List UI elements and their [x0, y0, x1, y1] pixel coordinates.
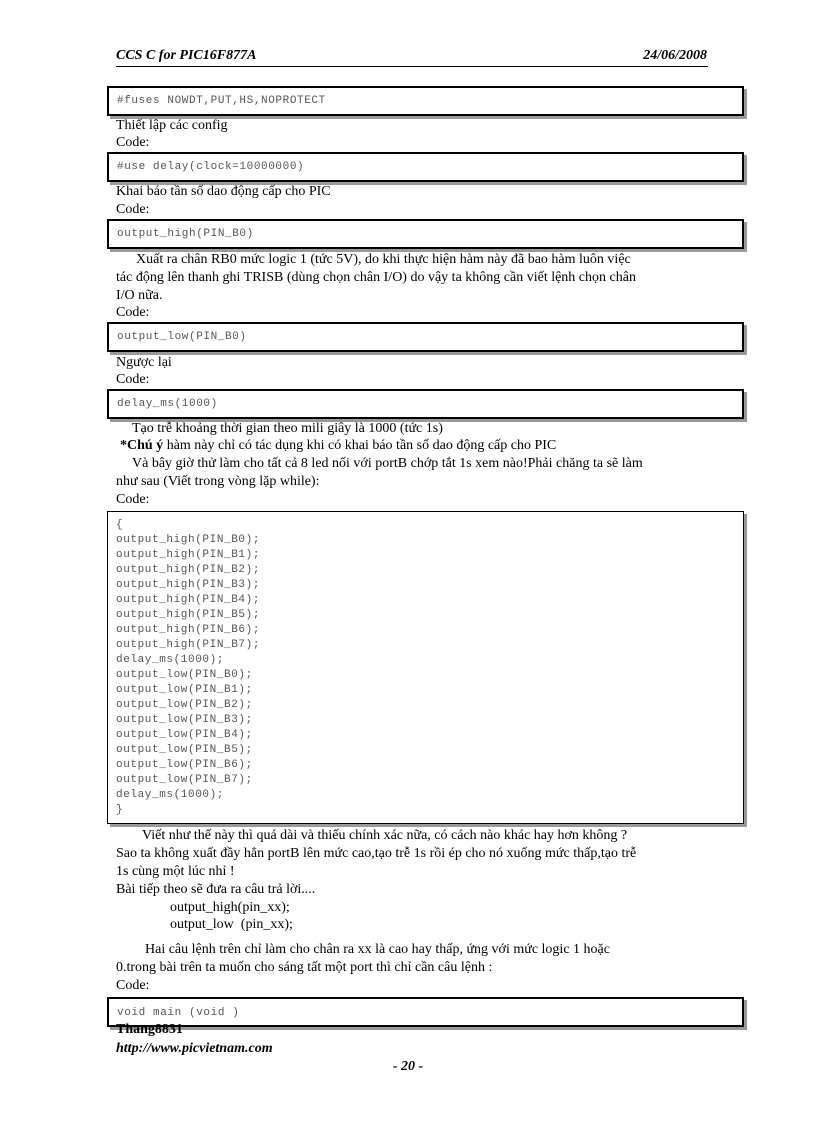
footer-url: http://www.picvietnam.com [116, 1041, 273, 1056]
code-label: Code: [116, 978, 150, 993]
code-box-delay-ms [107, 389, 744, 419]
paragraph: Viết như thế này thì quá dài và thiếu chính xác nữa, có cách nào khác hay hơn không ? [142, 828, 628, 843]
code-line: output_high(PIN_B2); [116, 564, 261, 576]
code-line: delay_ms(1000); [116, 789, 225, 801]
code-line: output_high(PIN_B7); [116, 639, 261, 651]
code-line: delay_ms(1000); [116, 654, 225, 666]
paragraph: tác động lên thanh ghi TRISB (dùng chọn chân I/O) do vậy ta không cần viết lệnh chọn chân [116, 270, 636, 285]
code-box-output-low [107, 322, 744, 352]
page-number: - 20 - [392, 1059, 424, 1074]
code-line: output_high(PIN_B4); [116, 594, 261, 606]
code-line: { [116, 519, 124, 531]
code-line: output_low(PIN_B7); [116, 774, 253, 786]
paragraph: Xuất ra chân RB0 mức logic 1 (tức 5V), do khi thực hiện hàm này đã bao hàm luôn việc [136, 252, 631, 267]
code-line: output_high(PIN_B5); [116, 609, 261, 621]
paragraph: Hai câu lệnh trên chỉ làm cho chân ra xx là cao hay thấp, ứng với mức logic 1 hoặc [145, 942, 610, 957]
code-box-fuses [107, 86, 744, 116]
code-text: void main (void ) [117, 1007, 240, 1019]
code-label: Code: [116, 202, 150, 217]
code-text: #fuses NOWDT,PUT,HS,NOPROTECT [117, 95, 326, 107]
code-box-main [107, 997, 744, 1027]
code-label: Code: [116, 372, 150, 387]
code-text: output_low(PIN_B0) [117, 331, 247, 343]
code-line: output_low(PIN_B6); [116, 759, 253, 771]
code-box-delay-use [107, 152, 744, 182]
paragraph: Ngược lại [116, 355, 172, 370]
paragraph: output_high(pin_xx); [170, 900, 290, 915]
code-box-blink-loop [107, 511, 744, 824]
code-text: delay_ms(1000) [117, 398, 218, 410]
header-date: 24/06/2008 [643, 48, 707, 63]
paragraph: 1s cùng một lúc nhỉ ! [116, 864, 235, 879]
code-line: output_low(PIN_B1); [116, 684, 253, 696]
paragraph: I/O nữa. [116, 288, 163, 303]
code-label: Code: [116, 492, 150, 507]
paragraph: Sao ta không xuất đầy hẳn portB lên mức cao,tạo trễ 1s rồi ép cho nó xuống mức thấp,tạo trễ [116, 846, 637, 861]
footer-author: Thang8831 [116, 1022, 183, 1037]
code-line: output_low(PIN_B2); [116, 699, 253, 711]
paragraph: Bài tiếp theo sẽ đưa ra câu trả lời.... [116, 882, 316, 897]
code-line: output_low(PIN_B3); [116, 714, 253, 726]
note [120, 437, 556, 454]
paragraph: output_low (pin_xx); [170, 917, 293, 932]
code-label: Code: [116, 305, 150, 320]
code-box-output-high [107, 219, 744, 249]
header-title: CCS C for PIC16F877A [116, 48, 257, 63]
code-line: output_low(PIN_B5); [116, 744, 253, 756]
paragraph: Và bây giờ thử làm cho tất cả 8 led nối với portB chớp tắt 1s xem nào!Phải chăng ta sẽ làm [132, 456, 643, 471]
code-line: output_high(PIN_B0); [116, 534, 261, 546]
paragraph: Thiết lập các config [116, 118, 228, 133]
code-line: output_low(PIN_B4); [116, 729, 253, 741]
code-line: } [116, 804, 124, 816]
note-text: hàm này chỉ có tác dụng khi có khai báo tần số dao động cấp cho PIC [163, 438, 557, 453]
paragraph: Khai báo tần số dao động cấp cho PIC [116, 184, 331, 199]
page-header [116, 48, 707, 66]
paragraph: như sau (Viết trong vòng lặp while): [116, 474, 320, 489]
note-bold: *Chú ý [120, 438, 164, 453]
code-line: output_low(PIN_B0); [116, 669, 253, 681]
header-rule [116, 66, 708, 67]
paragraph: 0.trong bài trên ta muốn cho sáng tất một port thì chỉ cần câu lệnh : [116, 960, 493, 975]
code-text: #use delay(clock=10000000) [117, 161, 305, 173]
code-line: output_high(PIN_B6); [116, 624, 261, 636]
code-label: Code: [116, 135, 150, 150]
code-line: output_high(PIN_B1); [116, 549, 261, 561]
code-line: output_high(PIN_B3); [116, 579, 261, 591]
paragraph: Tạo trễ khoảng thời gian theo mili giây là 1000 (tức 1s) [132, 421, 443, 436]
code-text: output_high(PIN_B0) [117, 228, 254, 240]
